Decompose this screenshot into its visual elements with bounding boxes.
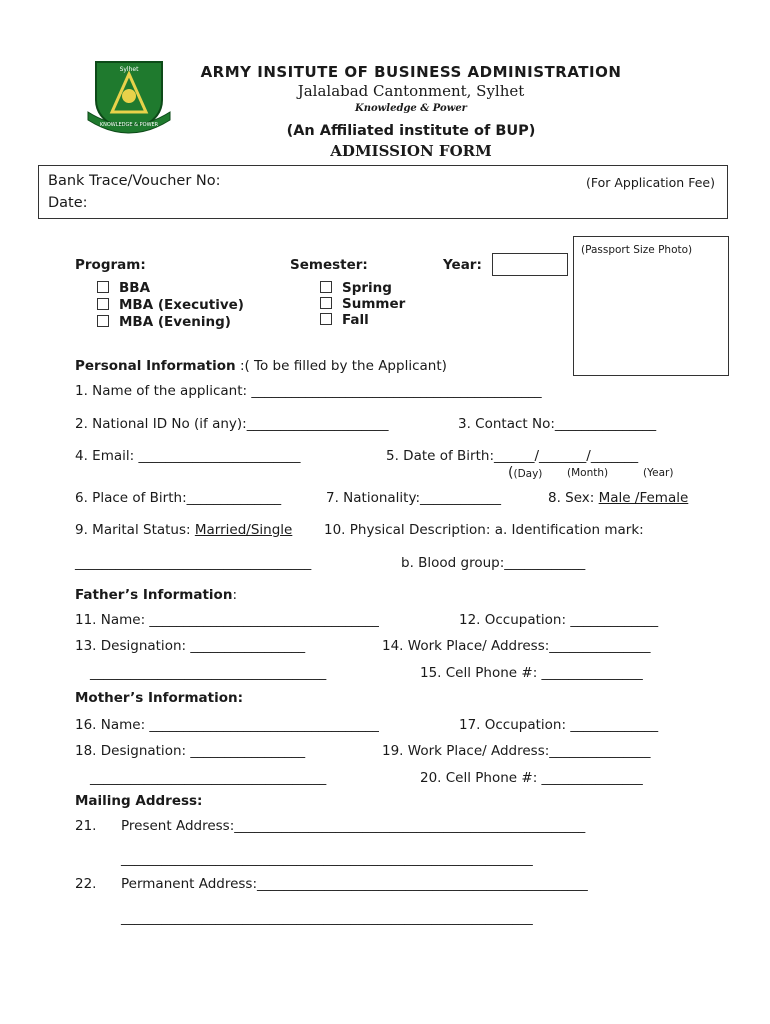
checkbox[interactable] bbox=[97, 281, 109, 293]
physical-description-label: 10. Physical Description: a. Identification mark: bbox=[324, 522, 644, 538]
father-workplace-field[interactable]: 14. Work Place/ Address:_______________ bbox=[382, 638, 651, 654]
identification-mark-field[interactable]: ___________________________________ bbox=[75, 555, 312, 571]
sex-field[interactable]: 8. Sex: Male /Female bbox=[548, 490, 689, 506]
logo-bottom-text: KNOWLEDGE & POWER bbox=[99, 122, 159, 128]
father-name-field[interactable]: 11. Name: __________________________________ bbox=[75, 612, 379, 628]
dob-day-label: ((Day) bbox=[508, 465, 543, 481]
checkbox[interactable] bbox=[320, 313, 332, 325]
mailing-address-heading: Mailing Address: bbox=[75, 793, 203, 809]
present-address-number: 21. bbox=[75, 818, 97, 834]
mother-address-line[interactable]: ___________________________________ bbox=[90, 770, 327, 786]
father-info-heading: Father’s Information: bbox=[75, 587, 237, 603]
semester-option-spring[interactable]: Spring bbox=[320, 280, 392, 297]
email-field[interactable]: 4. Email: ________________________ bbox=[75, 448, 301, 464]
father-occupation-field[interactable]: 12. Occupation: _____________ bbox=[459, 612, 659, 628]
fee-note: (For Application Fee) bbox=[586, 175, 715, 190]
permanent-address-field[interactable]: Permanent Address:_________________________________________________ bbox=[121, 876, 588, 892]
program-label: Program: bbox=[75, 257, 146, 273]
dob-month-label: (Month) bbox=[567, 467, 609, 479]
permanent-address-line[interactable]: _____________________________________________________________ bbox=[121, 910, 533, 926]
present-address-field[interactable]: Present Address:____________________________________________________ bbox=[121, 818, 586, 834]
national-id-field[interactable]: 2. National ID No (if any):_____________________ bbox=[75, 416, 389, 432]
father-address-line[interactable]: ___________________________________ bbox=[90, 665, 327, 681]
father-designation-field[interactable]: 13. Designation: _________________ bbox=[75, 638, 306, 654]
checkbox[interactable] bbox=[97, 315, 109, 327]
personal-info-heading: Personal Information :( To be filled by the Applicant) bbox=[75, 358, 447, 374]
semester-option-summer[interactable]: Summer bbox=[320, 296, 405, 313]
checkbox[interactable] bbox=[97, 298, 109, 310]
year-input[interactable] bbox=[492, 253, 568, 276]
mother-name-field[interactable]: 16. Name: __________________________________ bbox=[75, 717, 379, 733]
permanent-address-number: 22. bbox=[75, 876, 97, 892]
passport-photo-label: (Passport Size Photo) bbox=[581, 244, 693, 256]
institute-name: ARMY INSITUTE OF BUSINESS ADMINISTRATION bbox=[200, 63, 622, 81]
date-of-birth-field[interactable]: 5. Date of Birth:______/_______/_______ bbox=[386, 448, 639, 464]
year-label: Year: bbox=[443, 257, 482, 273]
program-option-mba-executive[interactable]: MBA (Executive) bbox=[97, 297, 244, 314]
nationality-field[interactable]: 7. Nationality:____________ bbox=[326, 490, 502, 506]
mother-designation-field[interactable]: 18. Designation: _________________ bbox=[75, 743, 306, 759]
applicant-name-field[interactable]: 1. Name of the applicant: ___________________________________________ bbox=[75, 383, 542, 399]
dob-year-label: (Year) bbox=[643, 467, 674, 479]
logo-top-text: Sylhet bbox=[119, 66, 139, 73]
checkbox[interactable] bbox=[320, 281, 332, 293]
blood-group-field[interactable]: b. Blood group:____________ bbox=[401, 555, 586, 571]
mother-info-heading: Mother’s Information: bbox=[75, 690, 243, 706]
mother-workplace-field[interactable]: 19. Work Place/ Address:_______________ bbox=[382, 743, 651, 759]
affiliation-text: (An Affiliated institute of BUP) bbox=[286, 123, 536, 139]
semester-label: Semester: bbox=[290, 257, 368, 273]
father-cell-phone-field[interactable]: 15. Cell Phone #: _______________ bbox=[420, 665, 643, 681]
date-label: Date: bbox=[48, 195, 88, 211]
passport-photo-box bbox=[573, 236, 729, 376]
form-title: ADMISSION FORM bbox=[330, 142, 492, 160]
institute-location: Jalalabad Cantonment, Sylhet bbox=[297, 82, 525, 100]
marital-status-field[interactable]: 9. Marital Status: Married/Single bbox=[75, 522, 293, 538]
mother-occupation-field[interactable]: 17. Occupation: _____________ bbox=[459, 717, 659, 733]
checkbox[interactable] bbox=[320, 297, 332, 309]
institute-motto: Knowledge & Power bbox=[355, 103, 467, 114]
semester-option-fall[interactable]: Fall bbox=[320, 312, 369, 329]
mother-cell-phone-field[interactable]: 20. Cell Phone #: _______________ bbox=[420, 770, 643, 786]
program-option-mba-evening[interactable]: MBA (Evening) bbox=[97, 314, 231, 331]
program-option-bba[interactable]: BBA bbox=[97, 280, 150, 297]
voucher-label: Bank Trace/Voucher No: bbox=[48, 173, 221, 189]
contact-no-field[interactable]: 3. Contact No:_______________ bbox=[458, 416, 657, 432]
present-address-line[interactable]: _____________________________________________________________ bbox=[121, 851, 533, 867]
place-of-birth-field[interactable]: 6. Place of Birth:______________ bbox=[75, 490, 282, 506]
